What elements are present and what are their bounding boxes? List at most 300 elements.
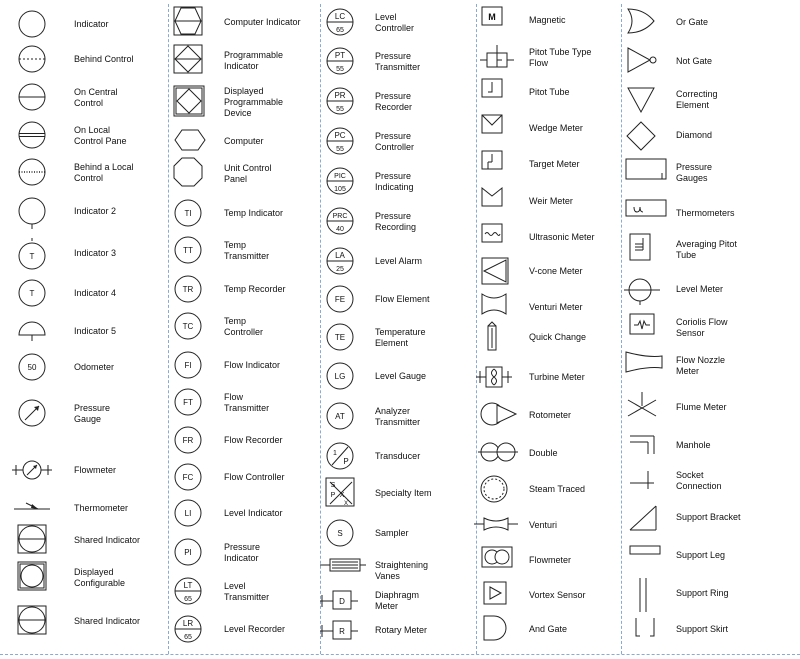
symbol-label-line: Level Gauge [375, 371, 427, 381]
weir-meter-symbol-icon [480, 186, 524, 224]
symbol-label-line: Vanes [375, 571, 400, 581]
symbol-label [676, 550, 725, 561]
symbol-label-line: Quick Change [529, 332, 587, 342]
symbol-label [74, 87, 118, 109]
symbol-label-line: Support Ring [676, 588, 729, 598]
symbol-tag-text: PRC [332, 213, 348, 220]
symbol-label [224, 542, 260, 564]
symbol-tag-text: S [337, 529, 343, 538]
indicator-5-symbol-icon [18, 316, 62, 354]
symbol-label [375, 451, 420, 462]
odometer-symbol-icon [18, 352, 62, 390]
symbol-label-line: Recorder [375, 102, 413, 112]
symbol-label-line: Controller [375, 142, 415, 152]
symbol-label [676, 440, 711, 451]
symbol-label-line: Temp [224, 240, 247, 250]
symbol-label-line: Connection [676, 481, 722, 491]
symbol-tag-text: 65 [336, 27, 344, 34]
sampler-symbol-icon [326, 518, 370, 556]
symbol-label [375, 406, 420, 428]
symbol-label-line: Temp [224, 316, 247, 326]
pitot-tube-symbol-icon [480, 77, 524, 115]
symbol-tag-text: LC [334, 12, 346, 21]
symbol-label-line: Diamond [676, 130, 713, 140]
symbol-label [375, 560, 428, 582]
symbol-column [174, 0, 324, 659]
symbol-label-line: Behind Control [74, 54, 134, 64]
symbol-label [224, 240, 269, 262]
symbol-label [224, 392, 269, 414]
symbol-tag-text: PT [334, 51, 346, 60]
symbol-label [74, 125, 127, 147]
symbol-label-line: Transmitter [375, 417, 421, 427]
behind-control-symbol-icon [18, 44, 62, 82]
symbol-label [529, 159, 580, 170]
symbol-label-line: Thermometer [74, 503, 129, 513]
indicator-2-symbol-icon [18, 196, 62, 234]
symbol-tag-text: 105 [334, 186, 346, 193]
symbol-label-line: Transmitter [224, 251, 270, 261]
symbol-tag-text: FI [184, 361, 192, 370]
support-leg-symbol-icon [624, 540, 668, 578]
symbol-label [375, 294, 430, 305]
turbine-meter-symbol-icon [480, 362, 524, 400]
vortex-sensor-symbol-icon [480, 580, 524, 618]
symbol-label [74, 54, 134, 65]
symbol-label-line: Indicator 2 [74, 206, 117, 216]
symbol-label-line: Device [224, 108, 252, 118]
symbol-label-line: Coriolis Flow [676, 317, 728, 327]
quick-change-symbol-icon [480, 322, 524, 360]
symbol-label [676, 588, 729, 599]
symbol-tag-text: 55 [336, 66, 344, 73]
symbol-tag-text: LT [183, 581, 193, 590]
symbol-label [529, 410, 571, 421]
temp-transmitter-symbol-icon [174, 235, 218, 273]
diamond-symbol-icon [624, 120, 668, 158]
symbol-label [375, 327, 426, 349]
symbol-label [74, 616, 140, 627]
symbol-tag-text: TI [184, 209, 192, 218]
symbol-label-line: Not Gate [676, 56, 713, 66]
rotometer-symbol-icon [480, 400, 524, 438]
symbol-label-line: Pitot Tube Type [529, 47, 592, 57]
symbol-tag-text: 25 [336, 266, 344, 273]
symbol-tag-text: AT [335, 412, 345, 421]
symbol-label-line: Displayed [74, 567, 114, 577]
manhole-symbol-icon [624, 430, 668, 468]
on-local-control-pane-symbol-icon [18, 120, 62, 158]
level-transmitter-symbol-icon [174, 576, 218, 614]
symbol-label [375, 211, 416, 233]
shared-indicator-symbol-icon [18, 525, 62, 563]
symbol-label-line: Or Gate [676, 17, 709, 27]
symbol-label-line: Recording [375, 222, 417, 232]
pressure-controller-symbol-icon [326, 126, 370, 164]
symbol-label-line: Level Alarm [375, 256, 423, 266]
symbol-tag-text: 55 [336, 146, 344, 153]
symbol-label-line: Element [375, 338, 409, 348]
symbol-label-line: Level [224, 581, 246, 591]
or-gate-symbol-icon [624, 7, 668, 45]
symbol-label-line: Transmitter [224, 403, 270, 413]
symbol-label [224, 472, 285, 483]
symbol-label-line: Vortex Sensor [529, 590, 586, 600]
symbol-label-line: Programmable [224, 50, 284, 60]
symbol-label-line: Computer Indicator [224, 17, 301, 27]
symbol-tag-text: M [488, 12, 496, 22]
symbol-label-line: Temp Indicator [224, 208, 284, 218]
symbol-label-line: Flow Controller [224, 472, 285, 482]
symbol-label [74, 362, 114, 373]
symbol-column [326, 0, 476, 659]
symbol-label-line: Pressure [375, 131, 412, 141]
symbol-label [224, 17, 301, 28]
symbol-tag-text: LR [182, 619, 194, 628]
support-skirt-symbol-icon [624, 614, 668, 652]
symbol-label [224, 508, 283, 519]
level-recorder-symbol-icon [174, 614, 218, 652]
symbol-label-line: Gauges [676, 173, 708, 183]
symbol-label [74, 465, 116, 476]
symbol-label [74, 503, 128, 514]
symbol-label [529, 520, 557, 531]
symbol-label [224, 50, 283, 72]
symbol-label-line: Level [375, 12, 397, 22]
symbol-label [676, 89, 718, 111]
symbol-label-line: Flowmeter [529, 555, 572, 565]
symbol-label-line: Indicator [224, 553, 259, 563]
symbol-label [74, 206, 116, 217]
flow-indicator-symbol-icon [174, 350, 218, 388]
symbol-label-line: Manhole [676, 440, 711, 450]
symbol-label [375, 171, 414, 193]
symbol-label-line: Correcting [676, 89, 718, 99]
symbol-label-line: Indicator [224, 61, 259, 71]
symbol-label-line: Gauge [74, 414, 102, 424]
symbol-tag-text: T [29, 252, 35, 261]
symbol-label-line: Meter [375, 601, 399, 611]
symbol-label [529, 484, 585, 495]
symbol-label-line: Temperature [375, 327, 426, 337]
symbol-tag-text: X [339, 492, 345, 499]
symbol-tag-text: TR [182, 285, 194, 294]
symbol-label-line: Transducer [375, 451, 421, 461]
programmable-indicator-symbol-icon [174, 45, 218, 83]
symbol-label-line: Flow Indicator [224, 360, 281, 370]
averaging-pitot-tube-symbol-icon [624, 234, 668, 272]
temp-controller-symbol-icon [174, 311, 218, 349]
symbol-label [676, 355, 725, 377]
symbol-label-line: Socket [676, 470, 704, 480]
symbol-tag-text: 40 [336, 226, 344, 233]
symbol-tag-text: 50 [27, 363, 37, 372]
symbol-label [529, 372, 585, 383]
symbol-label-line: Flow Recorder [224, 435, 283, 445]
symbol-tag-text: 1 [333, 450, 337, 457]
symbol-label-line: On Central [74, 87, 118, 97]
symbol-label-line: Turbine Meter [529, 372, 585, 382]
symbol-tag-text: S [330, 482, 336, 489]
symbol-label-line: Flume Meter [676, 402, 727, 412]
symbol-label [375, 12, 414, 34]
symbol-tag-text: PR [334, 91, 346, 100]
symbol-label [224, 316, 263, 338]
symbol-label-line: Behind a Local [74, 162, 134, 172]
symbol-label [529, 332, 586, 343]
symbol-tag-text: P [330, 492, 336, 499]
symbol-label-line: Level Indicator [224, 508, 283, 518]
venturi-symbol-icon [480, 510, 524, 548]
symbol-label [676, 470, 722, 492]
symbol-tag-text: R [339, 627, 345, 636]
pressure-gauges-symbol-icon [624, 157, 668, 195]
symbol-label-line: Rotary Meter [375, 625, 428, 635]
symbol-label-line: Meter [676, 366, 700, 376]
symbol-tag-text: PI [184, 548, 192, 557]
column-separator [476, 4, 477, 654]
symbol-label [375, 625, 427, 636]
symbol-tag-text: FR [182, 436, 194, 445]
symbol-label [224, 581, 269, 603]
flow-element-symbol-icon [326, 284, 370, 322]
symbol-label [676, 208, 735, 219]
level-controller-symbol-icon [326, 7, 370, 45]
symbol-label-line: Displayed [224, 86, 264, 96]
symbol-label [224, 360, 280, 371]
column-separator [168, 4, 169, 654]
symbol-label-line: Flowmeter [74, 465, 117, 475]
symbol-label-line: Level Meter [676, 284, 724, 294]
symbol-label [529, 555, 571, 566]
symbol-label [676, 512, 741, 523]
symbol-label-line: Sensor [676, 328, 705, 338]
symbol-label [74, 403, 110, 425]
symbol-label-line: Rotometer [529, 410, 572, 420]
symbol-label [676, 162, 712, 184]
flowmeter-symbol-icon [18, 455, 62, 493]
symbol-label-line: Pressure [74, 403, 111, 413]
symbol-label-line: Pressure [375, 171, 412, 181]
symbol-label [529, 448, 558, 459]
rotary-meter-symbol-icon [326, 615, 370, 653]
indicator-4-symbol-icon [18, 278, 62, 316]
symbol-label [529, 196, 573, 207]
symbol-label-line: Indicator 5 [74, 326, 117, 336]
pressure-gauge-symbol-icon [18, 398, 62, 436]
displayed-configurable-symbol-icon [18, 562, 62, 600]
symbol-label-line: Magnetic [529, 15, 566, 25]
symbol-label-line: Flow Nozzle [676, 355, 726, 365]
symbol-label [375, 488, 432, 499]
symbol-label [676, 317, 728, 339]
symbol-label-line: Diaphragm [375, 590, 420, 600]
symbol-label [224, 163, 272, 185]
symbol-label-line: Controller [224, 327, 264, 337]
symbol-label [74, 567, 125, 589]
pitot-tube-type-flow-symbol-icon [480, 42, 524, 80]
symbol-tag-text: X [343, 501, 349, 507]
symbol-label-line: Straightening [375, 560, 429, 570]
symbol-label [74, 535, 140, 546]
indicator-3-symbol-icon [18, 238, 62, 276]
unit-control-panel-symbol-icon [174, 158, 218, 196]
symbol-label-line: Programmable [224, 97, 284, 107]
symbol-label-line: Steam Traced [529, 484, 586, 494]
symbol-label [676, 284, 723, 295]
specialty-item-symbol-icon [326, 478, 370, 516]
symbol-label-line: Pressure [375, 91, 412, 101]
displayed-programmable-device-symbol-icon [174, 86, 218, 124]
symbol-label-line: Indicating [375, 182, 414, 192]
symbol-label-line: Configurable [74, 578, 126, 588]
pressure-transmitter-symbol-icon [326, 46, 370, 84]
symbol-tag-text: 65 [184, 634, 192, 641]
indicator-symbol-icon [18, 9, 62, 47]
symbol-label [529, 266, 583, 277]
symbol-label [529, 302, 583, 313]
symbol-label-line: Weir Meter [529, 196, 573, 206]
symbol-label [224, 435, 283, 446]
symbol-label-line: On Local [74, 125, 111, 135]
symbol-label [676, 17, 708, 28]
symbol-tag-text: P [343, 457, 349, 466]
symbol-label [224, 136, 264, 147]
symbol-label-line: Indicator [74, 19, 109, 29]
flow-transmitter-symbol-icon [174, 387, 218, 425]
transducer-symbol-icon [326, 441, 370, 479]
symbol-tag-text: FT [183, 398, 193, 407]
symbol-label-line: Control [74, 173, 104, 183]
level-indicator-symbol-icon [174, 498, 218, 536]
not-gate-symbol-icon [624, 46, 668, 84]
symbol-label-line: Temp Recorder [224, 284, 286, 294]
symbol-label [529, 15, 566, 26]
symbol-label-line: Transmitter [224, 592, 270, 602]
symbol-tag-text: PIC [334, 173, 346, 180]
symbol-label [375, 590, 419, 612]
symbol-label-line: Sampler [375, 528, 409, 538]
symbol-tag-text: TC [182, 322, 194, 331]
symbol-label-line: Flow Element [375, 294, 430, 304]
symbol-label [529, 624, 567, 635]
symbol-column [18, 0, 168, 659]
symbol-label [74, 288, 116, 299]
support-bracket-symbol-icon [624, 502, 668, 540]
symbol-label [74, 19, 109, 30]
symbol-label [676, 130, 712, 141]
symbol-label-line: Indicator 3 [74, 248, 117, 258]
flow-recorder-symbol-icon [174, 425, 218, 463]
coriolis-flow-sensor-symbol-icon [624, 312, 668, 350]
symbol-label-line: Specialty Item [375, 488, 432, 498]
symbol-tag-text: TE [334, 333, 346, 342]
symbol-column [624, 0, 774, 659]
symbol-label-line: V-cone Meter [529, 266, 583, 276]
steam-traced-symbol-icon [480, 474, 524, 512]
symbol-label-line: Tube [676, 250, 697, 260]
pressure-indicator-symbol-icon [174, 537, 218, 575]
symbol-label [676, 56, 712, 67]
symbol-column [480, 0, 630, 659]
v-cone-meter-symbol-icon [480, 256, 524, 294]
level-alarm-symbol-icon [326, 246, 370, 284]
symbol-label-line: Venturi Meter [529, 302, 583, 312]
on-central-control-symbol-icon [18, 82, 62, 120]
symbol-label [224, 624, 285, 635]
level-meter-symbol-icon [624, 274, 668, 312]
socket-connection-symbol-icon [624, 465, 668, 503]
symbol-label-line: Wedge Meter [529, 123, 583, 133]
symbol-tag-text: FC [182, 473, 194, 482]
symbol-label [375, 256, 422, 267]
symbol-label-line: Pressure [676, 162, 713, 172]
symbol-label [529, 123, 583, 134]
behind-local-control-symbol-icon [18, 157, 62, 195]
symbol-label [529, 47, 591, 69]
symbol-label-line: Control Pane [74, 136, 127, 146]
ultrasonic-meter-symbol-icon [480, 222, 524, 260]
support-ring-symbol-icon [624, 578, 668, 616]
thermometers-symbol-icon [624, 198, 668, 236]
symbol-label [375, 51, 420, 73]
wedge-meter-symbol-icon [480, 113, 524, 151]
symbol-label-line: Flow [529, 58, 549, 68]
symbol-label-line: Thermometers [676, 208, 735, 218]
symbol-label-line: Support Bracket [676, 512, 741, 522]
flow-nozzle-meter-symbol-icon [624, 350, 668, 388]
symbol-label [375, 131, 414, 153]
pressure-indicating-symbol-icon [326, 166, 370, 204]
symbol-label-line: Panel [224, 174, 248, 184]
symbol-label-line: Controller [375, 23, 415, 33]
flowmeter-2-symbol-icon [480, 545, 524, 583]
symbol-label-line: Double [529, 448, 558, 458]
symbol-tag-text: TT [183, 246, 193, 255]
symbol-label-line: Indicator 4 [74, 288, 117, 298]
symbol-label-line: Computer [224, 136, 264, 146]
symbol-label [375, 371, 426, 382]
symbol-label-line: Control [74, 98, 104, 108]
symbol-tag-text: D [339, 597, 345, 606]
symbol-label-line: Pressure [375, 51, 412, 61]
symbol-label-line: Shared Indicator [74, 616, 141, 626]
symbol-tag-text: LI [184, 509, 192, 518]
symbol-label-line: Level Recorder [224, 624, 286, 634]
temp-recorder-symbol-icon [174, 274, 218, 312]
symbol-label-line: Unit Control [224, 163, 272, 173]
symbol-label-line: Pressure [375, 211, 412, 221]
symbol-tag-text: LG [334, 372, 346, 381]
symbol-tag-text: PC [334, 131, 346, 140]
symbol-label-line: Transmitter [375, 62, 421, 72]
correcting-element-symbol-icon [624, 84, 668, 122]
symbol-label [676, 402, 727, 413]
pressure-recording-symbol-icon [326, 206, 370, 244]
symbol-tag-text: 65 [184, 596, 192, 603]
symbol-tag-text: 55 [336, 106, 344, 113]
symbol-label-line: Flow [224, 392, 244, 402]
symbol-tag-text: T [29, 289, 35, 298]
symbol-label-line: Pressure [224, 542, 261, 552]
symbol-label-line: Support Skirt [676, 624, 729, 634]
symbol-label [224, 86, 283, 119]
level-gauge-symbol-icon [326, 361, 370, 399]
symbol-label-line: Averaging Pitot [676, 239, 737, 249]
symbol-label [224, 208, 283, 219]
target-meter-symbol-icon [480, 149, 524, 187]
temperature-element-symbol-icon [326, 322, 370, 360]
